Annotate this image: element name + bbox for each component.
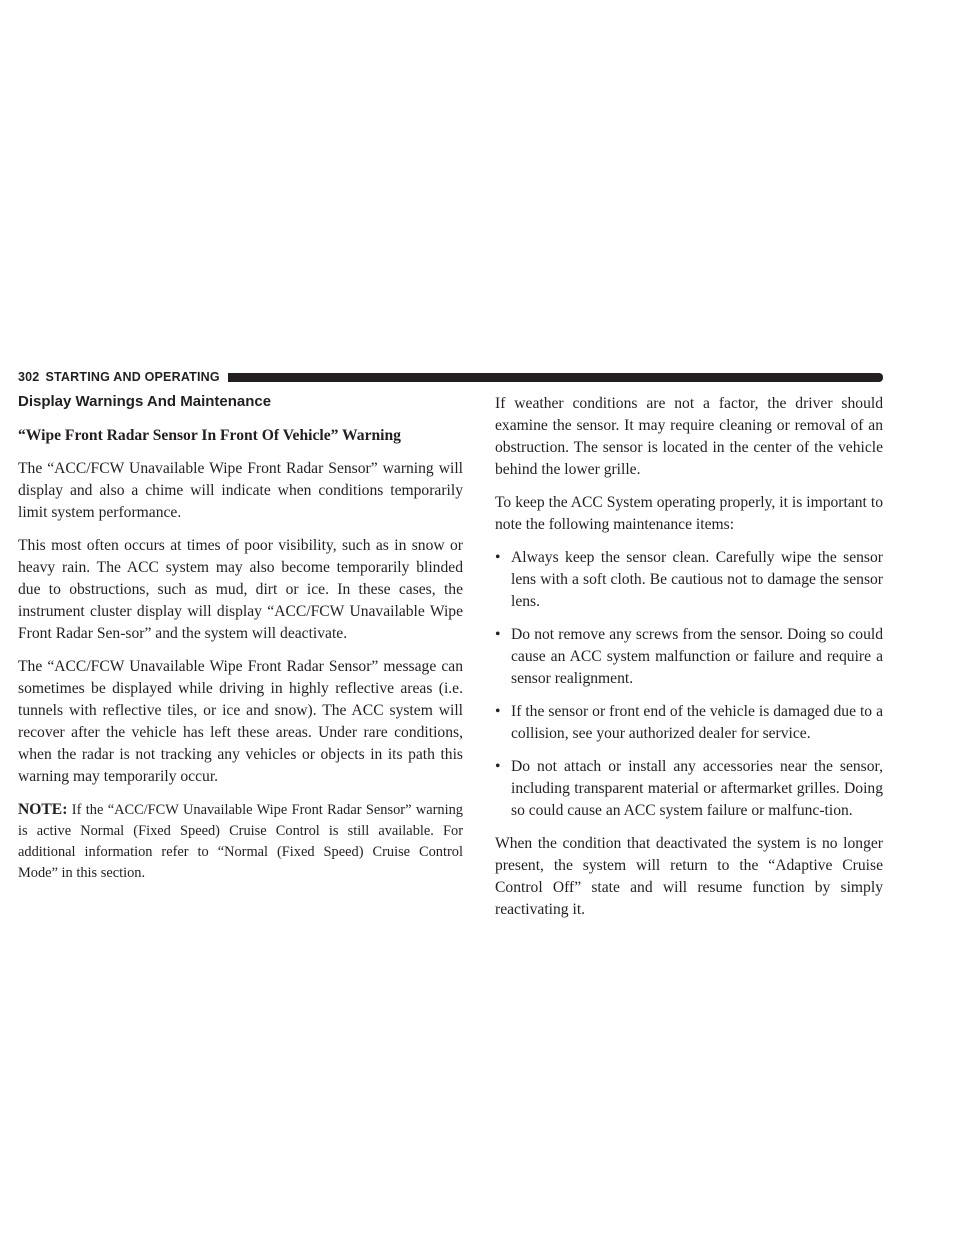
list-item-text: If the sensor or front end of the vehicle is damaged due to a collision, see your authorized dealer for service.: [511, 703, 883, 742]
bullet-icon: •: [495, 626, 501, 643]
note-label: NOTE:: [18, 801, 68, 818]
bullet-icon: •: [495, 703, 501, 720]
section-name: STARTING AND OPERATING: [45, 370, 220, 384]
list-item: [495, 756, 883, 822]
list-item: [495, 547, 883, 613]
paragraph: This most often occurs at times of poor visibility, such as in snow or heavy rain. The ACC system may also become temporarily blinded due to obstructions, such as mud, dirt or ice. In these cases, the instrument cluster display will display “ACC/FCW Unavailable Wipe Front Radar Sen-sor” and the system will deactivate.: [18, 537, 463, 642]
list-item: [495, 701, 883, 745]
paragraph: To keep the ACC System operating properly, it is important to note the following maintenance items:: [495, 494, 883, 533]
note-text: If the “ACC/FCW Unavailable Wipe Front Radar Sensor” warning is active Normal (Fixed Speed) Cruise Control is still available. For additional information refer to “Normal (Fixed Speed) Cruise Control Mode” in this section.: [18, 802, 463, 881]
bullet-icon: •: [495, 758, 501, 775]
list-item-text: Always keep the sensor clean. Carefully wipe the sensor lens with a soft cloth. Be cautious not to damage the sensor lens.: [511, 549, 883, 610]
bullet-icon: •: [495, 549, 501, 566]
left-column: [18, 393, 463, 895]
paragraph: If weather conditions are not a factor, the driver should examine the sensor. It may require cleaning or removal of an obstruction. The sensor is located in the center of the vehicle behind the lower grille.: [495, 395, 883, 478]
right-column: [495, 393, 883, 932]
paragraph: When the condition that deactivated the system is no longer present, the system will return to the “Adaptive Cruise Control Off” state and will resume function by simply reactivating it.: [495, 835, 883, 918]
list-item: [495, 624, 883, 690]
section-title: Display Warnings And Maintenance: [18, 393, 272, 410]
note: [18, 799, 463, 884]
subsection-title: “Wipe Front Radar Sensor In Front Of Vehicle” Warning: [18, 427, 401, 444]
page-header: [18, 369, 883, 385]
paragraph: The “ACC/FCW Unavailable Wipe Front Radar Sensor” warning will display and also a chime will indicate when conditions temporarily limit system performance.: [18, 460, 463, 521]
page-number: 302: [18, 370, 40, 384]
list-item-text: Do not attach or install any accessories near the sensor, including transparent material or aftermarket grilles. Doing so could cause an ACC system failure or malfunc-tion.: [511, 758, 883, 819]
header-rule: [228, 373, 883, 382]
paragraph: The “ACC/FCW Unavailable Wipe Front Radar Sensor” message can sometimes be displayed while driving in highly reflective areas (i.e. tunnels with reflective tiles, or ice and snow). The ACC system will recover after the vehicle has left these areas. Under rare conditions, when the radar is not tracking any vehicles or objects in its path this warning may temporarily occur.: [18, 658, 463, 785]
maintenance-list: [495, 547, 883, 822]
list-item-text: Do not remove any screws from the sensor. Doing so could cause an ACC system malfunction or failure and require a sensor realignment.: [511, 626, 883, 687]
